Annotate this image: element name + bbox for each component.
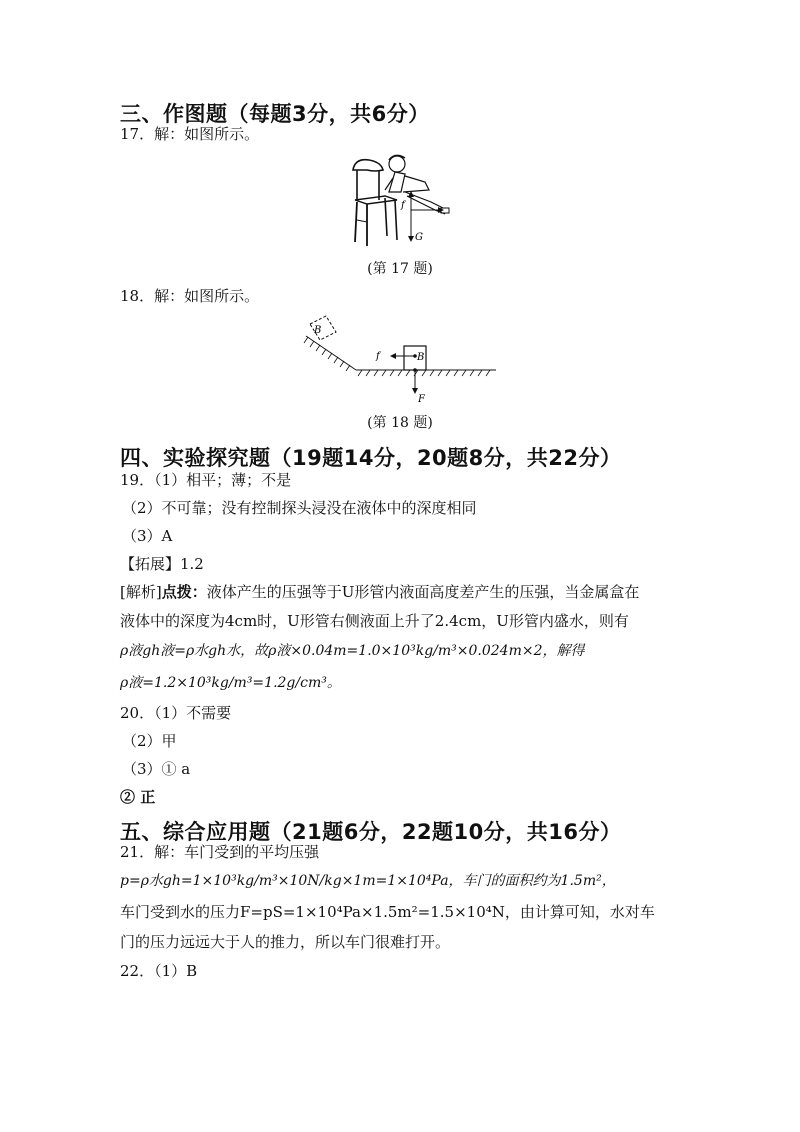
analysis-line-1 (120, 582, 639, 602)
q20-2: （2）甲 (122, 732, 177, 750)
fig18-label-b: B (417, 352, 425, 363)
q19-3: （3）A (122, 527, 173, 545)
fig18-label-F: F (418, 394, 425, 405)
q21-4: 门的压力远远大于人的推力，所以车门很难打开。 (120, 933, 451, 951)
q21-3: 车门受到水的压力F=pS=1×10⁴Pa×1.5m²=1.5×10⁴N，由计算可知，水对车 (120, 903, 655, 921)
q20-1: 20．（1）不需要 (120, 704, 232, 722)
q19-2: （2）不可靠；没有控制探头浸没在液体中的深度相同 (122, 499, 477, 517)
fig18-caption: (第 18 题) (367, 415, 433, 431)
q20-3: （3）① a (122, 760, 191, 778)
section4-heading: 四、实验探究题（19题14分，20题8分，共22分） (120, 446, 622, 470)
analysis-prefix: [解析] (120, 583, 162, 601)
q21-1: 21．解：车门受到的平均压强 (120, 843, 320, 861)
q22-1: 22．（1）B (120, 962, 198, 980)
q18-answer: 18．解：如图所示。 (120, 287, 260, 305)
q20-4: ② 正 (120, 788, 156, 806)
analysis-bold-label: 点拨： (161, 583, 207, 601)
figure-17-diagram (345, 150, 465, 250)
fig18-label-f: f (376, 351, 380, 362)
fig17-label-f: f (401, 200, 405, 211)
analysis-line-2: 液体中的深度为4cm时，U形管右侧液面上升了2.4cm，U形管内盛水，则有 (120, 612, 629, 630)
analysis-text-1: 液体产生的压强等于U形管内液面高度差产生的压强，当金属盒在 (206, 583, 640, 601)
analysis-line-3: ρ液gh液=ρ水gh水，故ρ液×0.04m=1.0×10³kg/m³×0.024m×2，解得 (120, 643, 585, 659)
q21-2: p=ρ水gh=1×10³kg/m³×10N/kg×1m=1×10⁴Pa，车门的面积约为1.5m²， (120, 873, 616, 889)
figure-18-diagram (300, 316, 500, 406)
q17-answer: 17．解：如图所示。 (120, 125, 260, 143)
analysis-line-4: ρ液=1.2×10³kg/m³=1.2g/cm³。 (120, 675, 341, 691)
q19-1: 19．（1）相平；薄；不是 (120, 471, 292, 489)
fig17-label-g: G (415, 232, 423, 243)
section5-heading: 五、综合应用题（21题6分，22题10分，共16分） (120, 820, 622, 844)
q19-extension: 【拓展】1.2 (120, 555, 204, 573)
section3-heading: 三、作图题（每题3分，共6分） (120, 102, 430, 126)
fig17-caption: (第 17 题) (367, 261, 433, 277)
fig18-label-b-top: B (314, 325, 322, 336)
